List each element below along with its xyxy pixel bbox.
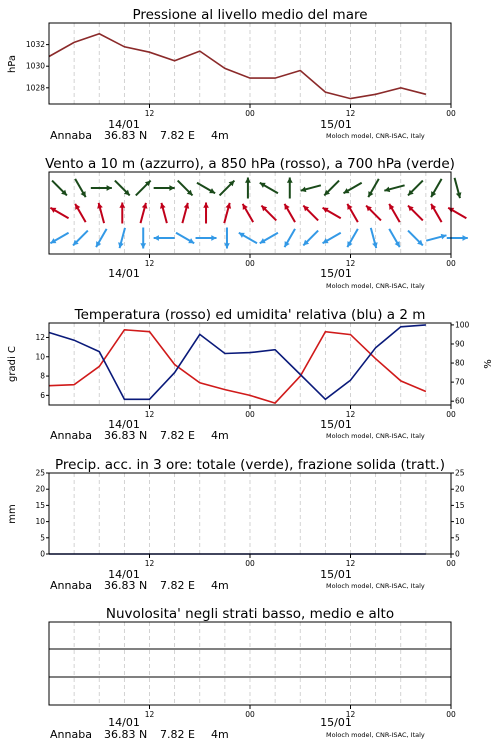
wind-arrow-700-hPa xyxy=(136,181,151,196)
location-info xyxy=(50,129,229,142)
y-tick-label: 0 xyxy=(455,549,460,559)
y-tick-label: 70 xyxy=(455,377,465,387)
temperature-ylabel: gradi C xyxy=(7,346,18,382)
y-tick-label: 90 xyxy=(455,339,465,349)
location-info xyxy=(50,728,229,741)
y-tick-label: 10 xyxy=(35,352,45,362)
x-tick-label: 12 xyxy=(345,410,356,419)
precipitation-panel xyxy=(7,457,465,592)
wind-panel xyxy=(45,156,468,290)
humidity-series xyxy=(49,325,426,399)
wind-arrow-850-hPa xyxy=(182,203,189,223)
precipitation-ylabel: mm xyxy=(7,504,18,524)
wind-frame xyxy=(49,172,451,254)
wind-arrow-10-m xyxy=(50,233,68,244)
date-label-14-01: 14/01 xyxy=(108,418,140,431)
wind-arrow-10-m xyxy=(154,235,175,241)
y-tick-label: 60 xyxy=(455,396,465,406)
wind-arrow-10-m xyxy=(176,233,194,244)
temperature-yticks xyxy=(35,333,49,400)
wind-arrow-700-hPa xyxy=(384,185,404,192)
model-credit: Moloch model, CNR-ISAC, Italy xyxy=(326,132,425,140)
wind-arrow-10-m xyxy=(303,231,318,246)
y-tick-label: 25 xyxy=(35,468,45,478)
wind-arrow-head xyxy=(169,185,174,191)
location-alt: 4m xyxy=(211,728,229,741)
x-tick-label: 00 xyxy=(446,109,456,118)
wind-xticks xyxy=(145,254,456,268)
y-tick-label: 20 xyxy=(35,484,45,494)
x-tick-label: 00 xyxy=(446,710,456,719)
x-tick-label: 00 xyxy=(446,410,456,419)
location-lat: 36.83 N xyxy=(104,129,148,142)
wind-arrow-850-hPa xyxy=(408,206,423,221)
date-label-15-01: 15/01 xyxy=(320,418,352,431)
location-lat: 36.83 N xyxy=(104,728,148,741)
wind-arrow-850-hPa xyxy=(261,206,276,221)
wind-arrow-850-hPa xyxy=(50,208,68,219)
wind-arrow-700-hPa xyxy=(324,181,339,196)
wind-arrow-850-hPa xyxy=(389,204,400,222)
location-name: Annaba xyxy=(50,429,92,442)
wind-arrow-10-m xyxy=(426,234,446,241)
x-tick-label: 12 xyxy=(345,710,356,719)
wind-title: Vento a 10 m (azzurro), a 850 hPa (rosso), a 700 hPa (verde) xyxy=(45,156,455,172)
x-tick-label: 00 xyxy=(245,710,255,719)
wind-arrow-head xyxy=(140,243,146,248)
location-alt: 4m xyxy=(211,129,229,142)
wind-arrow-700-hPa xyxy=(301,185,321,192)
pressure-panel xyxy=(7,7,456,142)
location-info xyxy=(50,579,229,592)
wind-arrow-10-m xyxy=(140,228,146,249)
wind-arrow-850-hPa xyxy=(224,203,231,223)
location-lon: 7.82 E xyxy=(160,728,195,741)
wind-arrow-850-hPa xyxy=(285,204,296,222)
wind-arrow-10-m xyxy=(96,229,107,247)
x-tick-label: 12 xyxy=(144,710,155,719)
temperature-xticks xyxy=(145,405,456,419)
location-name: Annaba xyxy=(50,579,92,592)
model-credit: Moloch model, CNR-ISAC, Italy xyxy=(326,582,425,590)
cloud-gridlines xyxy=(74,622,426,705)
wind-arrow-700-hPa xyxy=(408,181,423,196)
wind-arrow-700-hPa xyxy=(344,183,362,194)
wind-arrows xyxy=(50,178,467,249)
wind-arrow-10-m xyxy=(196,235,217,241)
x-tick-label: 00 xyxy=(446,259,456,268)
location-lon: 7.82 E xyxy=(160,129,195,142)
wind-arrow-850-hPa xyxy=(431,204,442,222)
wind-arrow-700-hPa xyxy=(115,181,130,196)
pressure-yticks xyxy=(26,40,49,92)
y-tick-label: 80 xyxy=(455,358,465,368)
wind-arrow-700-hPa xyxy=(455,178,462,198)
date-label-14-01: 14/01 xyxy=(108,267,140,280)
wind-arrow-10-m xyxy=(239,233,257,244)
date-label-15-01: 15/01 xyxy=(320,716,352,729)
humidity-yticks xyxy=(451,320,470,405)
x-tick-label: 00 xyxy=(446,559,456,568)
y-tick-label: 12 xyxy=(35,332,45,342)
y-tick-label: 5 xyxy=(455,533,460,543)
y-tick-label: 1028 xyxy=(25,83,45,93)
wind-arrow-700-hPa xyxy=(431,179,442,197)
y-tick-label: 10 xyxy=(35,517,45,527)
location-lon: 7.82 E xyxy=(160,429,195,442)
pressure-gridlines xyxy=(74,23,426,104)
y-tick-label: 1030 xyxy=(25,61,45,71)
pressure-ylabel: hPa xyxy=(7,54,18,74)
wind-arrow-10-m xyxy=(371,228,378,248)
wind-arrow-head xyxy=(107,185,112,191)
precipitation-title: Precip. acc. in 3 ore: totale (verde), frazione solida (tratt.) xyxy=(55,457,445,473)
pressure-frame xyxy=(49,23,451,104)
wind-arrow-head xyxy=(463,235,468,241)
wind-arrow-10-m xyxy=(347,229,358,247)
precipitation-frame xyxy=(49,473,451,554)
wind-arrow-850-hPa xyxy=(141,203,148,223)
location-lon: 7.82 E xyxy=(160,579,195,592)
location-alt: 4m xyxy=(211,579,229,592)
wind-arrow-head xyxy=(287,178,293,183)
location-name: Annaba xyxy=(50,129,92,142)
x-tick-label: 12 xyxy=(345,259,356,268)
x-tick-label: 00 xyxy=(245,559,255,568)
x-tick-label: 12 xyxy=(144,109,155,118)
humidity-ylabel: % xyxy=(483,359,494,369)
x-tick-label: 12 xyxy=(144,410,155,419)
x-tick-label: 12 xyxy=(345,109,356,118)
date-label-15-01: 15/01 xyxy=(320,568,352,581)
x-tick-label: 00 xyxy=(245,109,255,118)
precipitation-yticks-left xyxy=(35,469,49,559)
wind-arrow-10-m xyxy=(389,229,400,247)
location-info xyxy=(50,429,229,442)
temperature-gridlines xyxy=(74,323,426,405)
x-tick-label: 12 xyxy=(144,559,155,568)
x-tick-label: 12 xyxy=(144,259,155,268)
temperature-panel xyxy=(7,307,494,442)
y-tick-label: 25 xyxy=(455,468,465,478)
y-tick-label: 100 xyxy=(455,320,470,330)
wind-arrow-10-m xyxy=(73,231,88,246)
cloud-panel xyxy=(49,606,456,741)
y-tick-label: 6 xyxy=(40,390,45,400)
date-label-14-01: 14/01 xyxy=(108,716,140,729)
wind-arrow-head xyxy=(154,235,159,241)
model-credit: Moloch model, CNR-ISAC, Italy xyxy=(326,432,425,440)
cloud-xticks xyxy=(145,705,456,719)
wind-arrow-700-hPa xyxy=(220,181,235,196)
location-alt: 4m xyxy=(211,429,229,442)
location-name: Annaba xyxy=(50,728,92,741)
wind-arrow-850-hPa xyxy=(366,206,381,221)
date-label-15-01: 15/01 xyxy=(320,267,352,280)
wind-arrow-850-hPa xyxy=(347,204,358,222)
wind-arrow-700-hPa xyxy=(368,179,379,197)
wind-arrow-700-hPa xyxy=(91,185,112,191)
temperature-series xyxy=(49,330,426,403)
wind-arrow-700-hPa xyxy=(287,178,293,199)
y-tick-label: 15 xyxy=(455,500,465,510)
x-tick-label: 00 xyxy=(245,410,255,419)
model-credit: Moloch model, CNR-ISAC, Italy xyxy=(326,731,425,739)
pressure-xticks xyxy=(145,104,456,118)
wind-arrow-10-m xyxy=(285,229,296,247)
wind-arrow-850-hPa xyxy=(303,206,318,221)
wind-arrow-head xyxy=(203,203,209,208)
pressure-line xyxy=(49,34,426,99)
y-tick-label: 1032 xyxy=(25,40,45,50)
wind-arrow-850-hPa xyxy=(203,203,209,224)
wind-arrow-850-hPa xyxy=(75,204,86,222)
wind-arrow-700-hPa xyxy=(154,185,175,191)
wind-arrow-10-m xyxy=(447,235,468,241)
wind-arrow-700-hPa xyxy=(178,181,193,196)
wind-arrow-700-hPa xyxy=(52,181,67,196)
pressure-series xyxy=(49,34,426,99)
precipitation-yticks-right xyxy=(451,469,465,559)
temperature-humidity-lines xyxy=(49,325,426,403)
wind-arrow-10-m xyxy=(118,228,125,248)
wind-arrow-850-hPa xyxy=(243,204,254,222)
precipitation-gridlines xyxy=(74,473,426,554)
model-credit: Moloch model, CNR-ISAC, Italy xyxy=(326,282,425,290)
wind-arrow-850-hPa xyxy=(160,203,167,223)
cloud-title: Nuvolosita' negli strati basso, medio e alto xyxy=(105,606,395,622)
x-tick-label: 00 xyxy=(245,259,255,268)
y-tick-label: 20 xyxy=(455,484,465,494)
y-tick-label: 0 xyxy=(40,549,45,559)
date-label-15-01: 15/01 xyxy=(320,118,352,131)
wind-arrow-10-m xyxy=(408,231,423,246)
date-label-14-01: 14/01 xyxy=(108,118,140,131)
wind-arrow-700-hPa xyxy=(75,179,86,197)
precipitation-xticks xyxy=(145,554,456,568)
location-lat: 36.83 N xyxy=(104,429,148,442)
pressure-title: Pressione al livello medio del mare xyxy=(132,7,368,23)
y-tick-label: 8 xyxy=(40,371,45,381)
location-lat: 36.83 N xyxy=(104,579,148,592)
wind-arrow-head xyxy=(211,235,216,241)
wind-arrow-850-hPa xyxy=(119,203,125,224)
y-tick-label: 15 xyxy=(35,500,45,510)
temperature-title: Temperatura (rosso) ed umidita' relativa (blu) a 2 m xyxy=(74,307,426,323)
x-tick-label: 12 xyxy=(345,559,356,568)
y-tick-label: 10 xyxy=(455,517,465,527)
y-tick-label: 5 xyxy=(40,533,45,543)
date-label-14-01: 14/01 xyxy=(108,568,140,581)
wind-arrow-850-hPa xyxy=(97,203,104,223)
